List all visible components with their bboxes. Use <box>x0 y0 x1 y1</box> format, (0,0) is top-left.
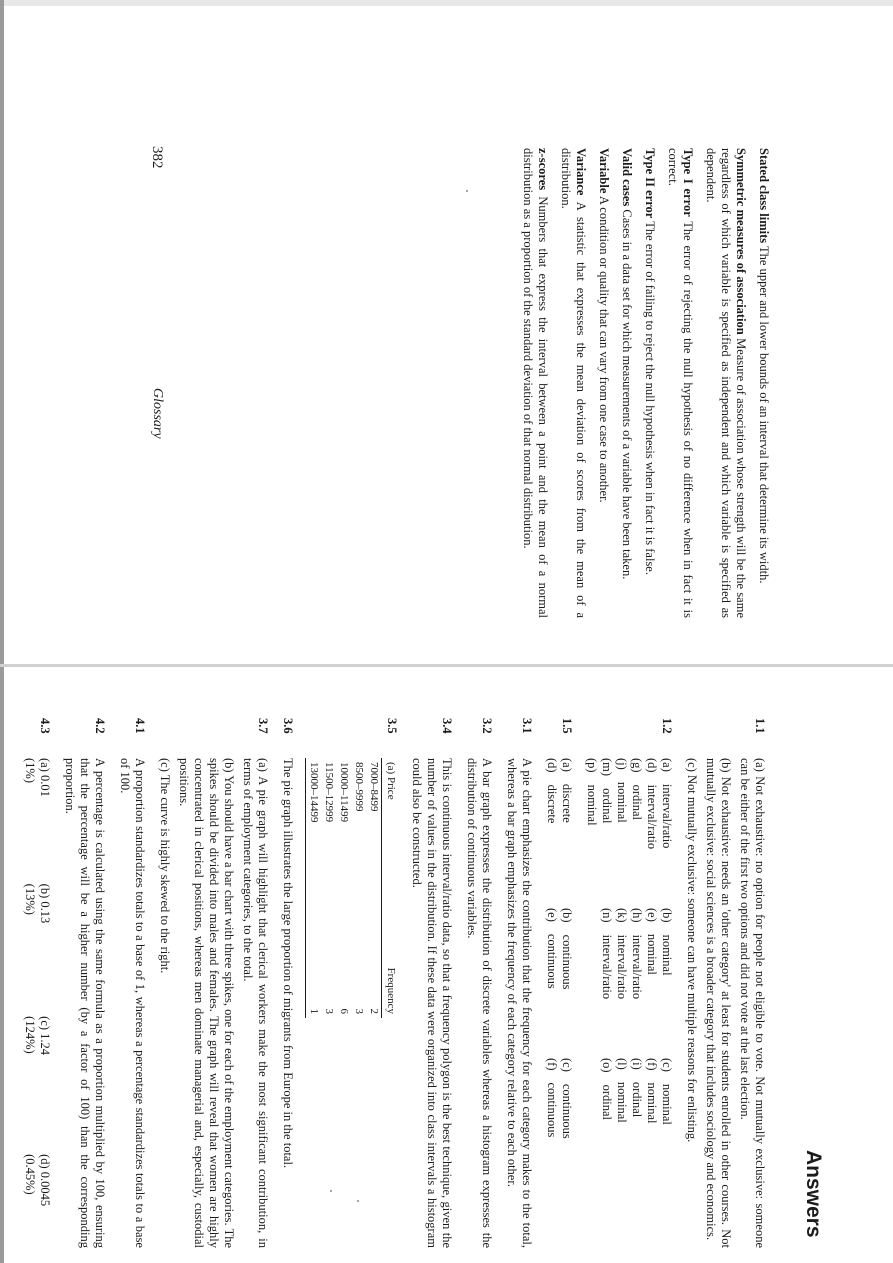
answer-text: A proportion standardizes totals to a base of 1, whereas a percentage standardizes totals to a base of 100. <box>118 758 147 1248</box>
answer-value: discrete <box>560 783 574 823</box>
answer-value: nominal <box>660 1083 674 1125</box>
table-row <box>321 758 336 1018</box>
answer-value: continuous <box>545 933 559 989</box>
answer-items <box>22 758 52 1248</box>
glossary-term: Stated class limits <box>757 148 771 244</box>
answer-number: 3.5 <box>385 718 399 734</box>
answer-3-4 <box>409 718 454 1248</box>
table-header-row <box>382 758 400 1018</box>
answer-letter: (b) <box>560 908 574 923</box>
answer-number: 3.1 <box>520 718 534 734</box>
column-price: Price <box>385 776 397 800</box>
answer-cell <box>599 758 614 908</box>
glossary-entry <box>642 148 657 618</box>
answer-value: nominal <box>645 933 659 975</box>
answer-cell <box>559 758 574 908</box>
frequency-table <box>305 758 399 1018</box>
glossary-definition: Measure of association whose strength will be the same regardless of which variable is specified as independent and which variable is specified as dependent. <box>704 148 748 619</box>
answer-cell <box>629 908 644 1058</box>
answer-number: 4.1 <box>133 718 147 734</box>
answer-3-6 <box>280 718 295 1248</box>
answer-part: (c) Not mutually exclusive: someone can have multiple reasons for enlisting. <box>685 758 699 1143</box>
table-body <box>306 758 382 1018</box>
glossary-term: Type I error <box>681 148 695 217</box>
answer-value: interval/ratio <box>645 784 659 850</box>
glossary-term: Symmetric measures of association <box>734 148 748 335</box>
answer-part: (a) A pie graph will highlight that clerical workers make the most significant contribution, in terms of employment categories, to the total. <box>241 758 270 1248</box>
page-number: 382 <box>149 146 165 169</box>
answer-cell <box>599 908 614 1058</box>
answer-value: continuous <box>545 1082 559 1138</box>
answer-cell <box>629 758 644 908</box>
glossary-definition: A statistic that expresses the mean deviation of scores from the mean of a distribution. <box>559 148 588 619</box>
answer-3-1 <box>504 718 534 1248</box>
answer-value: ordinal <box>600 788 614 824</box>
glossary-definition: Numbers that express the interval between a point and the mean of a normal distribution as a proportion of the standard deviation of that normal distribution. <box>521 148 550 619</box>
answer-number: 3.6 <box>281 718 295 734</box>
glossary-term: Type II error <box>643 148 657 219</box>
glossary-definition: The error of rejecting the null hypothesis of no difference when in fact it is correct. <box>666 148 695 618</box>
answer-cell <box>544 758 559 908</box>
answer-letter: (l) <box>615 1058 629 1070</box>
answer-3-7 <box>157 718 270 1248</box>
answer-letter: (c) <box>660 1058 674 1072</box>
answer-cell <box>614 1058 629 1208</box>
frequency-cell: 1 <box>306 903 322 1018</box>
price-cell: 7000–8499 <box>368 762 380 812</box>
answer-grid <box>544 758 574 1248</box>
answer-letter: (c) <box>560 1058 574 1072</box>
answer-letter: (d) <box>645 758 659 773</box>
answer-item: (d) 0.0045 (0.45%) <box>23 1154 52 1207</box>
answer-number: 3.7 <box>256 718 270 734</box>
answer-cell <box>659 758 674 908</box>
glossary-definition: The error of failing to reject the null hypothesis when in fact it is false. <box>643 221 657 575</box>
answer-number: 4.3 <box>38 718 52 734</box>
answer-letter: (e) <box>545 908 559 922</box>
answer-letter: (e) <box>645 908 659 922</box>
price-cell: 10000–11499 <box>338 762 350 823</box>
glossary-term: z-scores <box>536 148 550 191</box>
answer-value: interval/ratio <box>600 934 614 1000</box>
answer-value: nominal <box>615 1081 629 1123</box>
answer-letter: (h) <box>630 908 644 923</box>
frequency-cell: 3 <box>323 1008 335 1014</box>
answer-1-5 <box>544 718 574 1248</box>
answer-number: 3.4 <box>440 718 454 734</box>
answer-1-2 <box>584 718 674 1248</box>
answer-letter: (i) <box>630 1058 644 1070</box>
price-cell: 13000–14499 <box>306 758 322 903</box>
answer-part: (a) Not exhaustive: no option for people not eligible to vote. Not mutually exclusive: someone can be either of the first two options and did not vote at the last election. <box>738 758 767 1248</box>
glossary-entry <box>756 148 771 618</box>
part-label: (a) <box>385 762 397 775</box>
glossary-entry <box>520 148 550 618</box>
answer-letter: (m) <box>600 758 614 777</box>
answer-cell <box>584 1058 599 1208</box>
answers-title: Answers <box>802 1150 825 1238</box>
answer-value: discrete <box>545 784 559 824</box>
glossary-definition: Cases in a data set for which measurements of a variable have been taken. <box>620 209 634 580</box>
answer-letter: (f) <box>645 1058 659 1071</box>
glossary-term: Variance <box>574 148 588 196</box>
glossary-entry <box>703 148 748 618</box>
answer-value: ordinal <box>600 1084 614 1120</box>
answer-item: (b) 0.13 (13%) <box>23 883 52 924</box>
answer-1-1 <box>684 718 767 1248</box>
answer-letter: (b) <box>660 908 674 923</box>
answer-grid <box>584 758 674 1248</box>
answer-cell <box>559 1058 574 1208</box>
answer-letter: (d) <box>545 758 559 773</box>
answer-value: continuous <box>560 934 574 990</box>
answer-text: A pie chart emphasizes the contribution that the frequency for each category makes to the total, whereas a bar graph emphasizes the frequency of each category relative to each other. <box>505 758 534 1248</box>
answer-letter: (o) <box>600 1058 614 1073</box>
answer-cell <box>584 908 599 1058</box>
answer-value: interval/ratio <box>615 934 629 1000</box>
glossary-definition: A condition or quality that can vary from one case to another. <box>597 195 611 503</box>
answer-text: This is continuous interval/ratio data, so that a frequency polygon is the best technique, given the number of values in the distribution. If these data were organized into class intervals a histogram could also be constructed. <box>410 758 454 1248</box>
answer-value: continuous <box>560 1083 574 1139</box>
answer-3-5 <box>305 718 399 1248</box>
answer-value: ordinal <box>630 1081 644 1118</box>
glossary-entry <box>619 148 634 618</box>
answers-list <box>12 718 767 1248</box>
answer-text: A percentage is calculated using the same formula as a proportion multiplied by 100, ensuring that the percentage will be a higher number (by a factor of 100) than the corresponding proportion. <box>63 758 107 1248</box>
answer-value: nominal <box>660 934 674 976</box>
answer-letter: (j) <box>615 758 629 770</box>
answer-cell <box>659 908 674 1058</box>
table-row <box>306 758 322 1018</box>
table-row <box>366 758 382 1018</box>
answer-3-2 <box>464 718 494 1248</box>
answer-number: 1.2 <box>660 718 674 734</box>
answer-value: nominal <box>645 1082 659 1124</box>
answer-letter: (g) <box>630 758 644 773</box>
answer-cell <box>544 1058 559 1208</box>
answer-letter: (f) <box>545 1058 559 1071</box>
glossary-term: Valid cases <box>620 148 634 207</box>
answer-cell <box>544 908 559 1058</box>
answer-value: interval/ratio <box>660 783 674 849</box>
answer-value: nominal <box>615 781 629 823</box>
answer-text: The pie graph illustrates the large proportion of migrants from Europe in the total. <box>281 758 295 1169</box>
answer-4-1 <box>117 718 147 1248</box>
glossary-entry <box>558 148 588 618</box>
answer-letter: (n) <box>600 908 614 923</box>
answer-letter: (k) <box>615 908 629 923</box>
answer-cell <box>644 758 659 908</box>
table-row <box>336 758 351 1018</box>
answer-cell <box>644 1058 659 1208</box>
answer-number: 1.5 <box>560 718 574 734</box>
running-head: Glossary <box>150 388 165 439</box>
answer-item: (c) 1.24 (124%) <box>23 1016 52 1056</box>
answer-cell <box>629 1058 644 1208</box>
answer-part: (b) You should have a bar chart with three spikes, one for each of the employment categories. The spikes should be divided into males and females. The graph will reveal that women are highly concentrated in clerical positions, whereas men dominate managerial and, especially, custodial positions. <box>177 758 236 1248</box>
answer-number: 3.2 <box>480 718 494 734</box>
answer-number: 1.1 <box>753 718 767 734</box>
answer-cell <box>614 908 629 1058</box>
answer-letter: (a) <box>560 758 574 772</box>
answer-cell <box>614 758 629 908</box>
answer-part: (b) Not exhaustive: needs an 'other category' at least for students enrolled in other courses. Not mutually exclusive: social sciences is a broader category that includes sociology and economics. <box>704 758 733 1248</box>
column-frequency: Frequency <box>382 903 400 1018</box>
answer-text: A bar graph expresses the distribution of discrete variables whereas a histogram expresses the distribution of continuous variables. <box>465 758 494 1248</box>
answer-value: nominal <box>585 784 599 826</box>
answer-number: 4.2 <box>93 718 107 734</box>
price-cell: 11500–12999 <box>323 762 335 823</box>
frequency-cell: 6 <box>338 1008 350 1014</box>
answer-4-2 <box>62 718 107 1248</box>
answer-value: interval/ratio <box>630 934 644 1000</box>
table-row <box>351 758 366 1018</box>
answer-value: ordinal <box>630 784 644 820</box>
answer-letter: (a) <box>660 758 674 772</box>
glossary-term: Variable <box>597 148 611 194</box>
answer-cell <box>644 908 659 1058</box>
price-cell: 8500–9999 <box>353 762 365 812</box>
glossary-entry <box>665 148 695 618</box>
glossary-definition: The upper and lower bounds of an interval that determine its width. <box>757 246 771 584</box>
table-header-cell <box>382 758 400 903</box>
frequency-cell: 3 <box>353 1008 365 1014</box>
glossary-list <box>512 148 771 618</box>
answer-cell <box>599 1058 614 1208</box>
answer-letter: (p) <box>585 758 599 773</box>
answer-cell <box>584 758 599 908</box>
answer-cell <box>659 1058 674 1208</box>
answer-cell <box>559 908 574 1058</box>
answer-4-3 <box>22 718 52 1248</box>
answer-item: (a) 0.01 (1%) <box>23 758 52 797</box>
answer-part: (c) The curve is highly skewed to the right. <box>158 758 172 974</box>
frequency-cell: 2 <box>368 1008 380 1014</box>
glossary-entry <box>596 148 611 618</box>
